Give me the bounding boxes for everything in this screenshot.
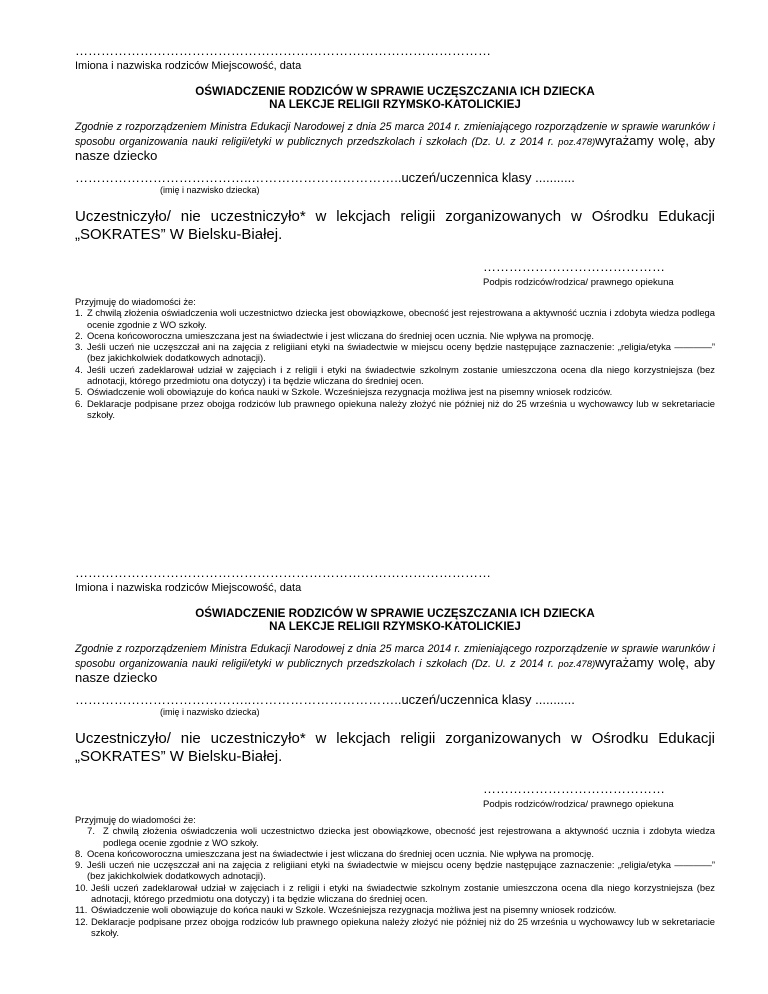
note-text: Deklaracje podpisane przez obojga rodziców lub prawnego opiekuna należy złożyć nie później niż do 25 września u wychowawcy lub w sekretariacie szkoły. bbox=[87, 397, 715, 420]
form-title-line-1: OŚWIADCZENIE RODZICÓW W SPRAWIE UCZĘSZCZANIA ICH DZIECKA bbox=[195, 85, 595, 98]
student-name-field[interactable]: …………………………………..……………………………..uczeń/uczennica klasy ........... bbox=[75, 170, 575, 185]
note-text: Deklaracje podpisane przez obojga rodziców lub prawnego opiekuna należy złożyć nie później niż do 25 września u wychowawcy lub w sekretariacie szkoły. bbox=[91, 915, 715, 938]
declaration-form-2 bbox=[75, 566, 715, 938]
note-text: Jeśli uczeń nie uczęszczał ani na zajęcia z religiiani etyki na świadectwie w miejscu oceny będzie następujące zaznaczenie: „religia/etyka ————” (bez jakichkolwiek dodatkowych adnotacji). bbox=[87, 859, 715, 882]
participation-statement: Uczestniczyło/ nie uczestniczyło* w lekcjach religii zorganizowanych w Ośrodku Edukacji „SOKRATES” W Bielsku-Białej. bbox=[75, 208, 715, 243]
note-number: 1. bbox=[75, 307, 83, 319]
note-item bbox=[75, 904, 715, 915]
signature-label: Podpis rodziców/rodzica/ prawnego opiekuna bbox=[483, 277, 674, 288]
student-name-hint: (imię i nazwisko dziecka) bbox=[160, 185, 260, 195]
note-text: Jeśli uczeń zadeklarował udział w zajęciach i z religii i etyki na świadectwie szkolnym zostanie umieszczona ocena dla niego korzystniejsza (bez adnotacji, którego przedmiotu ona dotyczy) i ta będzie wliczana do średniej ocen. bbox=[87, 363, 715, 387]
note-item bbox=[75, 386, 715, 397]
note-text: Oświadczenie woli obowiązuje do końca nauki w Szkole. Wcześniejsza rezygnacja możliwa jest na pisemny wniosek rodziców. bbox=[87, 386, 613, 398]
note-item bbox=[75, 916, 715, 939]
legal-basis-ref: poz.478) bbox=[558, 137, 596, 148]
note-number: 4. bbox=[75, 363, 83, 375]
form-title bbox=[75, 85, 715, 111]
note-item bbox=[75, 307, 715, 330]
declaration-text: wyrażamy wolę, aby nasze dziecko bbox=[75, 655, 715, 685]
legal-basis-ref: poz.478) bbox=[558, 659, 596, 670]
note-item bbox=[75, 848, 715, 859]
note-item bbox=[75, 882, 715, 905]
note-text: Z chwilą złożenia oświadczenia woli uczestnictwo dziecka jest obowiązkowe, obecność jest rejestrowana a aktywność ucznia i zdobyta wiedza podlega ocenie zgodnie z WO szkoły. bbox=[103, 825, 715, 848]
note-number: 11. bbox=[75, 904, 88, 916]
form-title bbox=[75, 607, 715, 633]
note-text: Ocena końcoworoczna umieszczana jest na świadectwie i jest wliczana do średniej ocen ucznia. Nie wpływa na promocję. bbox=[87, 847, 595, 859]
note-text: Jeśli uczeń zadeklarował udział w zajęciach i z religii i etyki na świadectwie szkolnym zostanie umieszczona ocena dla niego korzystniejsza (bez adnotacji, którego przedmiotu ona dotyczy) i ta będzie wliczana do średniej ocen. bbox=[91, 881, 715, 905]
legal-basis-text: Zgodnie z rozporządzeniem Ministra Edukacji Narodowej z dnia 25 marca 2014 r. zmieniającego rozporządzenie w sprawie warunków i sposobu organizowania nauki religii/etyki w publicznych przedszkolach i szkołach (Dz. U. z 2014 r. bbox=[75, 121, 715, 148]
form-title-line-2: NA LEKCJE RELIGII RZYMSKO-KATOLICKIEJ bbox=[269, 98, 521, 111]
legal-basis-text: Zgodnie z rozporządzeniem Ministra Edukacji Narodowej z dnia 25 marca 2014 r. zmieniającego rozporządzenie w sprawie warunków i sposobu organizowania nauki religii/etyki w publicznych przedszkolach i szkołach (Dz. U. z 2014 r. bbox=[75, 643, 715, 670]
note-item bbox=[75, 341, 715, 364]
signature-block bbox=[483, 782, 715, 810]
note-item bbox=[75, 364, 715, 387]
note-item bbox=[75, 825, 715, 848]
notes-section bbox=[75, 814, 715, 938]
note-text: Oświadczenie woli obowiązuje do końca nauki w Szkole. Wcześniejsza rezygnacja możliwa jest na pisemny wniosek rodziców. bbox=[91, 904, 617, 916]
note-number: 8. bbox=[75, 847, 83, 859]
parents-names-field[interactable]: …………………………………………………………………………………… bbox=[75, 44, 491, 58]
notes-list bbox=[75, 307, 715, 420]
note-text: Z chwilą złożenia oświadczenia woli uczestnictwo dziecka jest obowiązkowe, obecność jest rejestrowana a aktywność ucznia i zdobyta wiedza podlega ocenie zgodnie z WO szkoły. bbox=[87, 307, 715, 330]
note-number: 10. bbox=[75, 881, 89, 893]
note-number: 2. bbox=[75, 329, 83, 341]
form-title-line-2: NA LEKCJE RELIGII RZYMSKO-KATOLICKIEJ bbox=[269, 620, 521, 633]
parents-names-caption: Imiona i nazwiska rodziców Miejscowość, data bbox=[75, 60, 302, 72]
parents-names-caption: Imiona i nazwiska rodziców Miejscowość, data bbox=[75, 582, 302, 594]
signature-label: Podpis rodziców/rodzica/ prawnego opiekuna bbox=[483, 799, 674, 810]
parents-names-field[interactable]: …………………………………………………………………………………… bbox=[75, 566, 491, 580]
legal-basis bbox=[75, 121, 715, 164]
notes-list bbox=[75, 825, 715, 938]
note-text: Jeśli uczeń nie uczęszczał ani na zajęcia z religiiani etyki na świadectwie w miejscu oceny będzie następujące zaznaczenie: „religia/etyka ————” (bez jakichkolwiek dodatkowych adnotacji). bbox=[87, 341, 715, 364]
declaration-text: wyrażamy wolę, aby nasze dziecko bbox=[75, 133, 715, 163]
legal-basis bbox=[75, 643, 715, 686]
signature-field[interactable]: …………………………………… bbox=[483, 781, 665, 796]
note-number: 7. bbox=[87, 825, 95, 837]
note-text: Ocena końcoworoczna umieszczana jest na świadectwie i jest wliczana do średniej ocen ucznia. Nie wpływa na promocję. bbox=[87, 329, 595, 341]
note-number: 6. bbox=[75, 397, 83, 409]
note-number: 3. bbox=[75, 341, 83, 353]
signature-block bbox=[483, 260, 715, 288]
participation-statement: Uczestniczyło/ nie uczestniczyło* w lekcjach religii zorganizowanych w Ośrodku Edukacji „SOKRATES” W Bielsku-Białej. bbox=[75, 730, 715, 765]
notes-intro: Przyjmuję do wiadomości że: bbox=[75, 296, 196, 307]
note-item bbox=[75, 330, 715, 341]
notes-section bbox=[75, 296, 715, 420]
note-number: 5. bbox=[75, 386, 83, 398]
form-title-line-1: OŚWIADCZENIE RODZICÓW W SPRAWIE UCZĘSZCZANIA ICH DZIECKA bbox=[195, 607, 595, 620]
note-item bbox=[75, 859, 715, 882]
notes-intro: Przyjmuję do wiadomości że: bbox=[75, 814, 196, 825]
note-number: 9. bbox=[75, 859, 83, 871]
note-item bbox=[75, 398, 715, 421]
student-name-hint: (imię i nazwisko dziecka) bbox=[160, 707, 260, 717]
note-number: 12. bbox=[75, 915, 89, 927]
declaration-form-1 bbox=[75, 44, 715, 420]
signature-field[interactable]: …………………………………… bbox=[483, 259, 665, 274]
student-name-field[interactable]: …………………………………..……………………………..uczeń/uczennica klasy ........... bbox=[75, 692, 575, 707]
